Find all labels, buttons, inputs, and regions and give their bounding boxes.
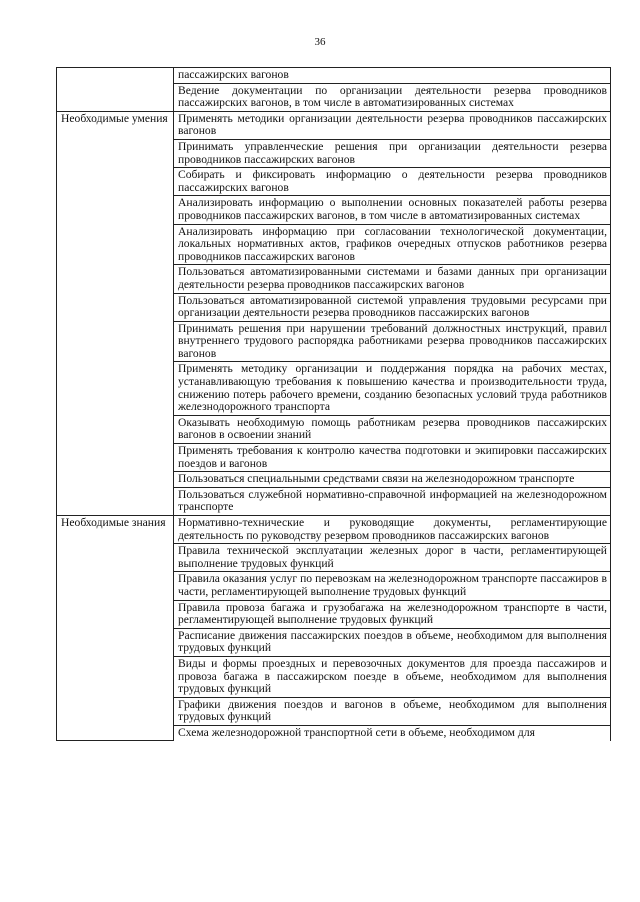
skills-item: Оказывать необходимую помощь работникам резерва проводников пассажирских вагонов в освоении знаний	[174, 415, 611, 443]
skills-item: Применять методики организации деятельности резерва проводников пассажирских вагонов	[174, 111, 611, 139]
table-row	[57, 111, 611, 139]
table-cell-item: Ведение документации по организации деятельности резерва проводников пассажирских вагонов, в том числе в автоматизированных системах	[174, 83, 611, 111]
skills-item: Пользоваться специальными средствами связи на железнодорожном транспорте	[174, 472, 611, 488]
knowledge-category-label: Необходимые знания	[57, 516, 174, 741]
skills-item: Анализировать информацию при согласовании технологической документации, локальных нормативных актов, графиков очередных отпусков работников резерва проводников пассажирских вагонов	[174, 224, 611, 265]
knowledge-item: Расписание движения пассажирских поездов в объеме, необходимом для выполнения трудовых функций	[174, 628, 611, 656]
competency-table-body	[57, 68, 611, 741]
skills-item: Принимать управленческие решения при организации деятельности резерва проводников пассажирских вагонов	[174, 139, 611, 167]
competency-table	[56, 67, 611, 741]
skills-category-label: Необходимые умения	[57, 111, 174, 515]
page-number: 36	[314, 36, 326, 48]
skills-item: Собирать и фиксировать информацию о деятельности резерва проводников пассажирских вагонов	[174, 168, 611, 196]
skills-item: Применять методику организации и поддержания порядка на рабочих местах, устанавливающую требования к повышению качества и производительности труда, снижению потерь рабочего времени, созданию безопасных условий труда работников железнодорожного транспорта	[174, 362, 611, 415]
skills-item: Применять требования к контролю качества подготовки и экипировки пассажирских поездов и вагонов	[174, 444, 611, 472]
table-row	[57, 516, 611, 544]
skills-item: Пользоваться автоматизированной системой управления трудовыми ресурсами при организации деятельности резерва проводников пассажирских вагонов	[174, 293, 611, 321]
knowledge-item: Правила провоза багажа и грузобагажа на железнодорожном транспорте в части, регламентирующей выполнение трудовых функций	[174, 600, 611, 628]
skills-item: Пользоваться служебной нормативно-справочной информацией на железнодорожном транспорте	[174, 487, 611, 515]
knowledge-item: Схема железнодорожной транспортной сети в объеме, необходимом для	[174, 725, 611, 740]
table-cell-item: пассажирских вагонов	[174, 68, 611, 84]
knowledge-item: Графики движения поездов и вагонов в объеме, необходимом для выполнения трудовых функций	[174, 697, 611, 725]
empty-category-cell	[57, 68, 174, 112]
knowledge-item: Правила оказания услуг по перевозкам на железнодорожном транспорте пассажиров в части, регламентирующей выполнение трудовых функций	[174, 572, 611, 600]
skills-item: Анализировать информацию о выполнении основных показателей работы резерва проводников пассажирских вагонов, в том числе в автоматизированных системах	[174, 196, 611, 224]
skills-item: Принимать решения при нарушении требований должностных инструкций, правил внутреннего трудового распорядка работниками резерва проводников пассажирских вагонов	[174, 321, 611, 362]
knowledge-item: Нормативно-технические и руководящие документы, регламентирующие деятельность по руководству резервом проводников пассажирских вагонов	[174, 516, 611, 544]
knowledge-item: Правила технической эксплуатации железных дорог в части, регламентирующей выполнение трудовых функций	[174, 544, 611, 572]
knowledge-item: Виды и формы проездных и перевозочных документов для проезда пассажиров и провоза багажа в пассажирском поезде в объеме, необходимом для выполнения трудовых функций	[174, 656, 611, 697]
table-row	[57, 68, 611, 84]
skills-item: Пользоваться автоматизированными системами и базами данных при организации деятельности резерва проводников пассажирских вагонов	[174, 265, 611, 293]
